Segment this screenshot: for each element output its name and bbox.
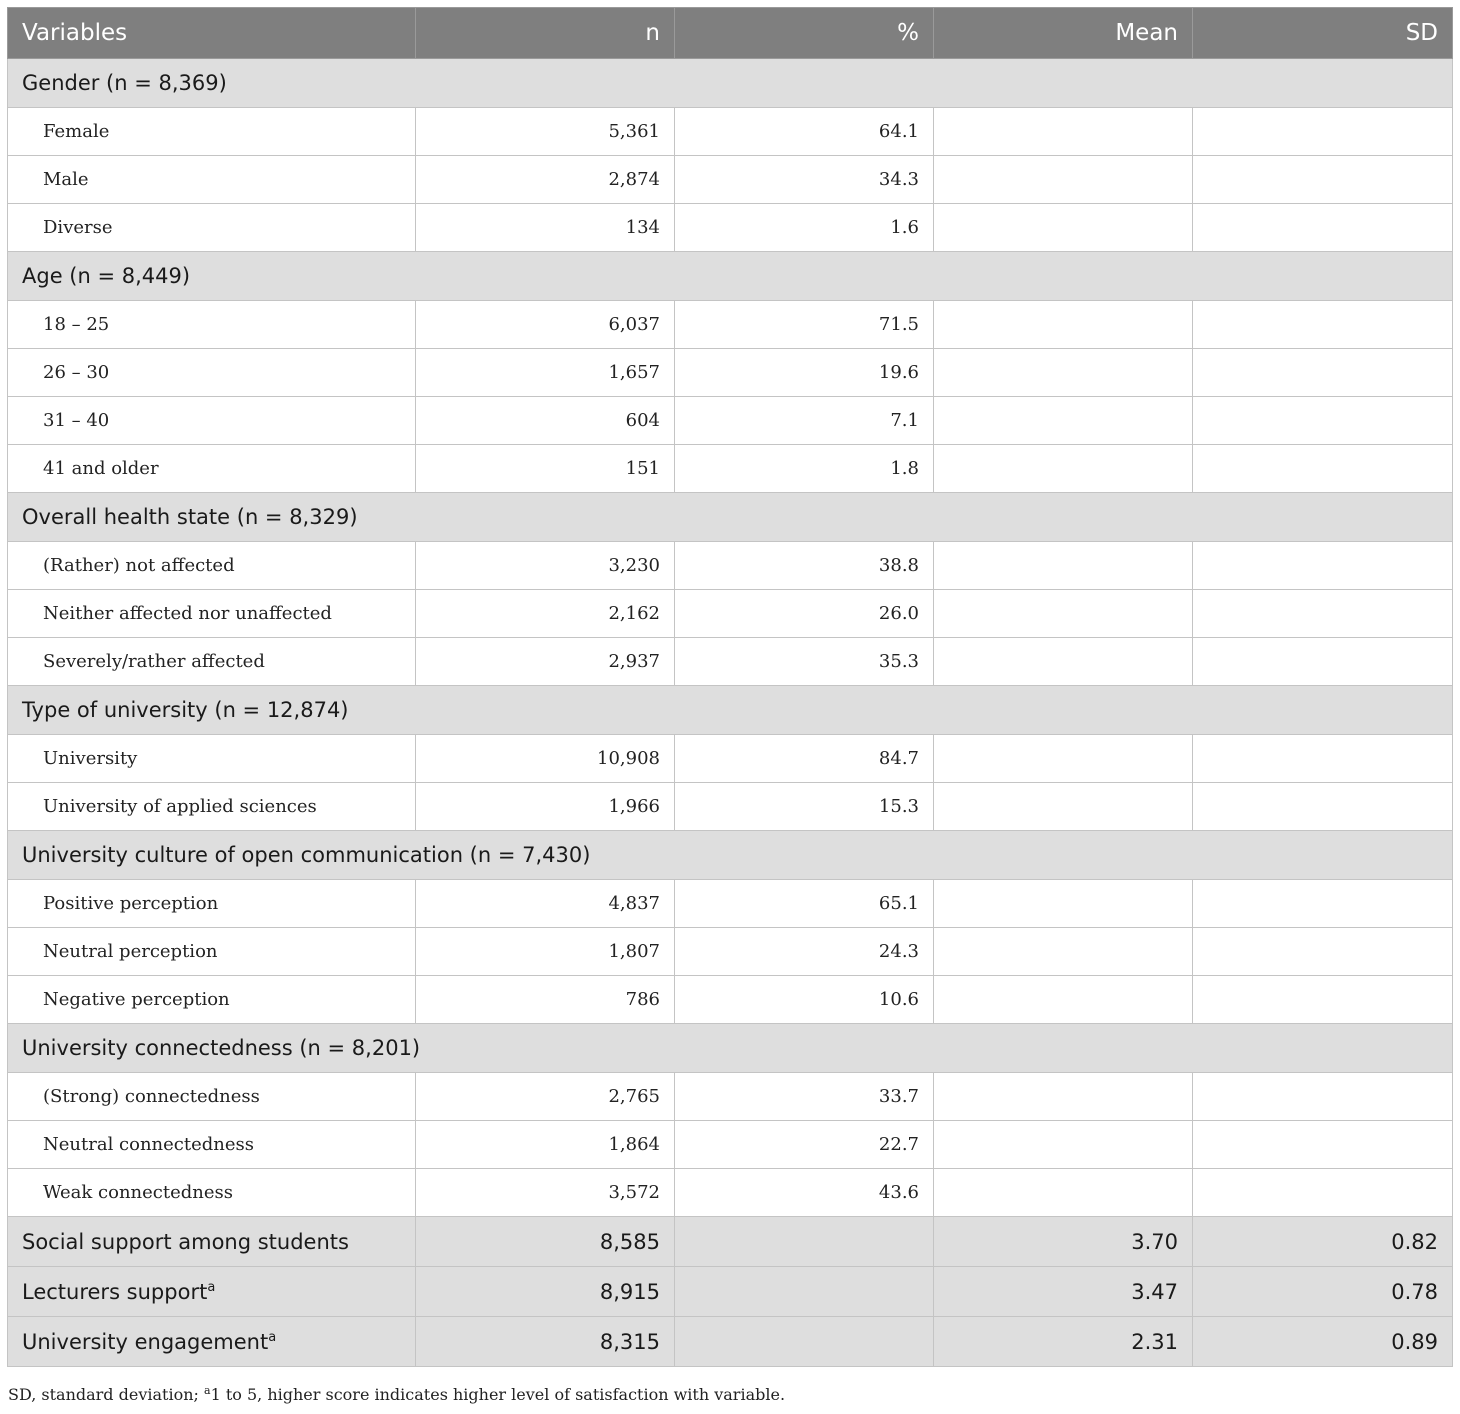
section-header-row: [8, 59, 1453, 108]
section-header-row: [8, 1024, 1453, 1073]
row-mean: [934, 108, 1193, 156]
row-percent: 7.1: [675, 397, 934, 445]
row-percent: 26.0: [675, 590, 934, 638]
section-title: Overall health state (n = 8,329): [8, 493, 1453, 542]
table-row: [8, 1121, 1453, 1169]
table-row: [8, 108, 1453, 156]
row-mean: [934, 1073, 1193, 1121]
row-sd: [1193, 108, 1453, 156]
summary-label: [8, 1317, 416, 1367]
footnote-text: SD, standard deviation;: [8, 1385, 204, 1404]
row-mean: [934, 638, 1193, 686]
table-row: [8, 590, 1453, 638]
section-title: University culture of open communication (n = 7,430): [8, 831, 1453, 880]
row-sd: [1193, 156, 1453, 204]
summary-sd: 0.82: [1193, 1217, 1453, 1267]
table-row: [8, 204, 1453, 252]
row-label: Diverse: [8, 204, 416, 252]
section-title: Gender (n = 8,369): [8, 59, 1453, 108]
summary-superscript: a: [268, 1329, 277, 1345]
summary-sd: 0.89: [1193, 1317, 1453, 1367]
row-mean: [934, 542, 1193, 590]
row-percent: 19.6: [675, 349, 934, 397]
row-label: University: [8, 735, 416, 783]
footnote-superscript: a: [204, 1384, 211, 1397]
summary-sd: 0.78: [1193, 1267, 1453, 1317]
row-mean: [934, 1169, 1193, 1217]
row-label: (Strong) connectedness: [8, 1073, 416, 1121]
row-n: 1,807: [416, 928, 675, 976]
summary-mean: 3.70: [934, 1217, 1193, 1267]
row-sd: [1193, 542, 1453, 590]
summary-mean: 3.47: [934, 1267, 1193, 1317]
section-title: University connectedness (n = 8,201): [8, 1024, 1453, 1073]
row-sd: [1193, 445, 1453, 493]
row-sd: [1193, 928, 1453, 976]
summary-n: 8,585: [416, 1217, 675, 1267]
row-n: 5,361: [416, 108, 675, 156]
row-percent: 24.3: [675, 928, 934, 976]
row-sd: [1193, 735, 1453, 783]
row-percent: 33.7: [675, 1073, 934, 1121]
header-sd: SD: [1193, 8, 1453, 59]
row-sd: [1193, 1073, 1453, 1121]
descriptive-statistics-table: [7, 7, 1453, 1367]
row-mean: [934, 156, 1193, 204]
summary-mean: 2.31: [934, 1317, 1193, 1367]
row-sd: [1193, 301, 1453, 349]
section-header-row: [8, 831, 1453, 880]
row-percent: 1.6: [675, 204, 934, 252]
row-label: (Rather) not affected: [8, 542, 416, 590]
table-body: [8, 59, 1453, 1367]
row-label: 41 and older: [8, 445, 416, 493]
table-row: [8, 349, 1453, 397]
summary-label-text: Social support among students: [22, 1229, 349, 1254]
row-mean: [934, 204, 1193, 252]
header-n: n: [416, 8, 675, 59]
table-row: [8, 976, 1453, 1024]
row-n: 4,837: [416, 880, 675, 928]
section-header-row: [8, 686, 1453, 735]
row-n: 1,864: [416, 1121, 675, 1169]
summary-label: [8, 1267, 416, 1317]
row-n: 10,908: [416, 735, 675, 783]
header-mean: Mean: [934, 8, 1193, 59]
header-variables: Variables: [8, 8, 416, 59]
row-percent: 15.3: [675, 783, 934, 831]
table-row: [8, 1169, 1453, 1217]
row-percent: 1.8: [675, 445, 934, 493]
row-mean: [934, 880, 1193, 928]
row-label: Male: [8, 156, 416, 204]
row-label: 31 – 40: [8, 397, 416, 445]
row-label: Severely/rather affected: [8, 638, 416, 686]
table-row: [8, 445, 1453, 493]
summary-percent: [675, 1217, 934, 1267]
row-mean: [934, 976, 1193, 1024]
section-header-row: [8, 493, 1453, 542]
row-sd: [1193, 1169, 1453, 1217]
table-row: [8, 397, 1453, 445]
row-mean: [934, 735, 1193, 783]
row-n: 2,874: [416, 156, 675, 204]
table-row: [8, 1073, 1453, 1121]
row-label: 26 – 30: [8, 349, 416, 397]
row-n: 1,966: [416, 783, 675, 831]
summary-n: 8,315: [416, 1317, 675, 1367]
table-row: [8, 880, 1453, 928]
row-n: 151: [416, 445, 675, 493]
row-label: Neutral connectedness: [8, 1121, 416, 1169]
summary-row: [8, 1317, 1453, 1367]
section-title: Type of university (n = 12,874): [8, 686, 1453, 735]
row-percent: 34.3: [675, 156, 934, 204]
row-n: 2,937: [416, 638, 675, 686]
row-percent: 71.5: [675, 301, 934, 349]
row-sd: [1193, 783, 1453, 831]
row-mean: [934, 445, 1193, 493]
row-label: Weak connectedness: [8, 1169, 416, 1217]
summary-superscript: a: [207, 1279, 216, 1295]
row-percent: 64.1: [675, 108, 934, 156]
summary-row: [8, 1267, 1453, 1317]
row-percent: 84.7: [675, 735, 934, 783]
row-mean: [934, 783, 1193, 831]
row-sd: [1193, 638, 1453, 686]
row-n: 6,037: [416, 301, 675, 349]
section-header-row: [8, 252, 1453, 301]
summary-label-text: Lecturers support: [22, 1279, 208, 1304]
table-row: [8, 783, 1453, 831]
row-mean: [934, 590, 1193, 638]
summary-percent: [675, 1267, 934, 1317]
row-mean: [934, 397, 1193, 445]
row-n: 1,657: [416, 349, 675, 397]
summary-label: [8, 1217, 416, 1267]
row-sd: [1193, 976, 1453, 1024]
row-percent: 65.1: [675, 880, 934, 928]
row-mean: [934, 1121, 1193, 1169]
row-percent: 43.6: [675, 1169, 934, 1217]
summary-percent: [675, 1317, 934, 1367]
header-row: [8, 8, 1453, 59]
table-footnote: [8, 1385, 785, 1404]
table-row: [8, 735, 1453, 783]
section-title: Age (n = 8,449): [8, 252, 1453, 301]
row-n: 3,230: [416, 542, 675, 590]
row-label: Female: [8, 108, 416, 156]
row-label: University of applied sciences: [8, 783, 416, 831]
row-sd: [1193, 397, 1453, 445]
summary-n: 8,915: [416, 1267, 675, 1317]
row-n: 2,765: [416, 1073, 675, 1121]
row-n: 2,162: [416, 590, 675, 638]
row-label: Neutral perception: [8, 928, 416, 976]
row-sd: [1193, 1121, 1453, 1169]
row-label: Neither affected nor unaffected: [8, 590, 416, 638]
table-row: [8, 301, 1453, 349]
row-mean: [934, 301, 1193, 349]
row-percent: 38.8: [675, 542, 934, 590]
footnote-text-continued: 1 to 5, higher score indicates higher level of satisfaction with variable.: [210, 1385, 786, 1404]
row-sd: [1193, 590, 1453, 638]
row-n: 604: [416, 397, 675, 445]
table-row: [8, 638, 1453, 686]
summary-label-text: University engagement: [22, 1329, 269, 1354]
row-sd: [1193, 204, 1453, 252]
table-row: [8, 542, 1453, 590]
row-percent: 35.3: [675, 638, 934, 686]
row-mean: [934, 349, 1193, 397]
row-sd: [1193, 349, 1453, 397]
row-n: 134: [416, 204, 675, 252]
table-row: [8, 156, 1453, 204]
row-percent: 10.6: [675, 976, 934, 1024]
row-label: Negative perception: [8, 976, 416, 1024]
row-n: 3,572: [416, 1169, 675, 1217]
header-percent: %: [675, 8, 934, 59]
row-mean: [934, 928, 1193, 976]
row-percent: 22.7: [675, 1121, 934, 1169]
row-label: Positive perception: [8, 880, 416, 928]
row-label: 18 – 25: [8, 301, 416, 349]
row-sd: [1193, 880, 1453, 928]
row-n: 786: [416, 976, 675, 1024]
summary-row: [8, 1217, 1453, 1267]
table-row: [8, 928, 1453, 976]
